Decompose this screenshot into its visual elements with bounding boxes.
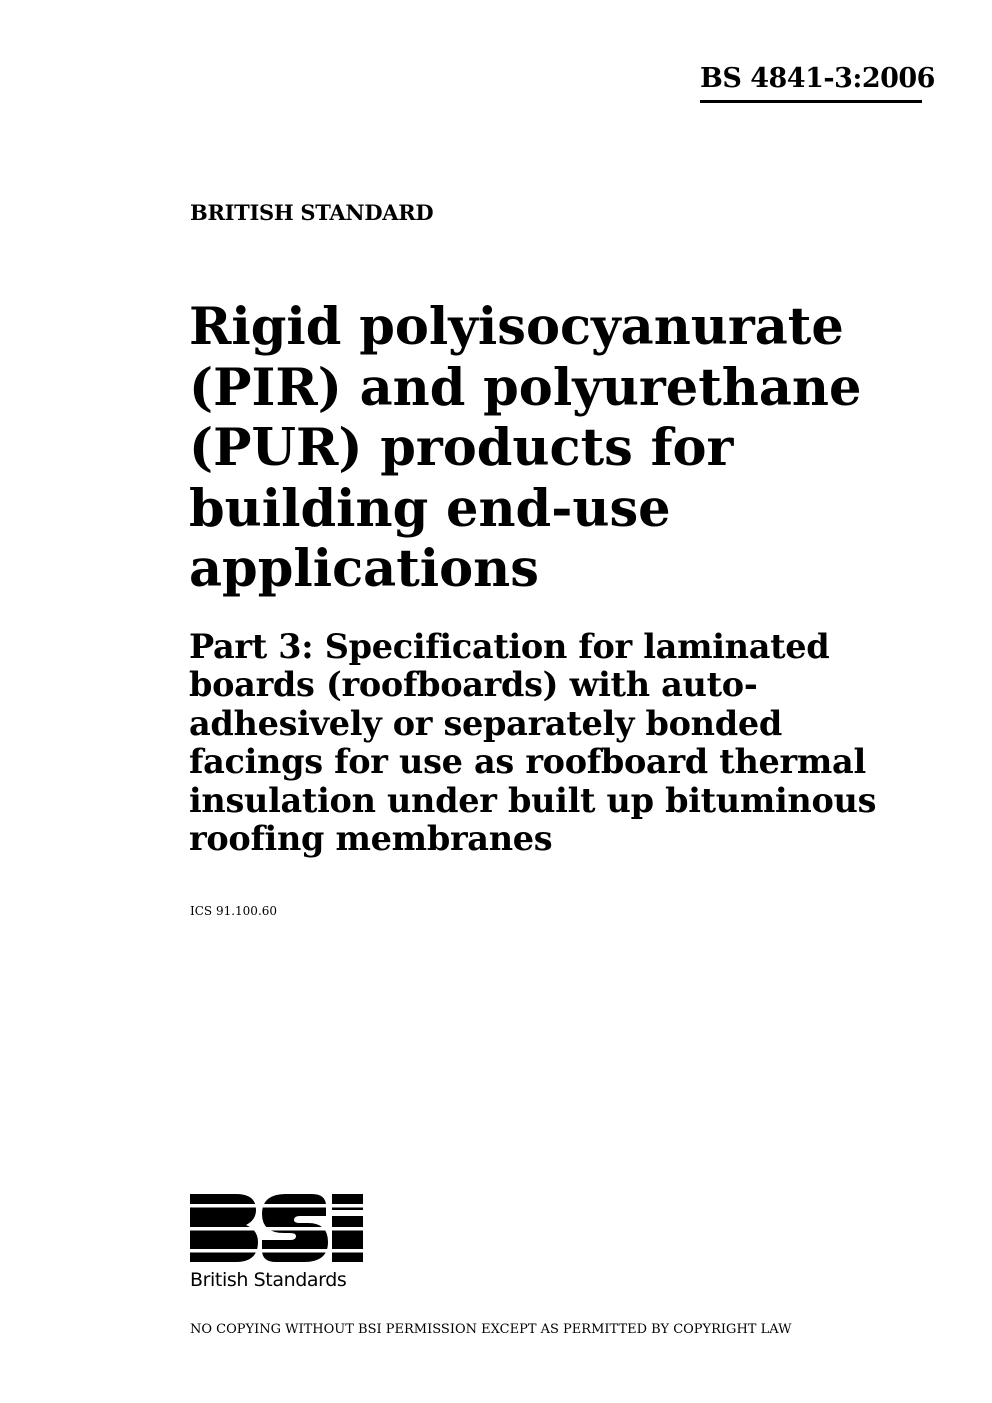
part-title xyxy=(189,628,929,858)
main-title-line: building end-use xyxy=(189,478,671,539)
main-title-line: (PUR) products for xyxy=(189,418,734,478)
part-title-line: facings for use as roofboard thermal xyxy=(189,742,866,782)
main-title-line: Rigid polyisocyanurate xyxy=(189,297,844,357)
main-title-line: applications xyxy=(189,539,539,599)
ics-code: ICS 91.100.60 xyxy=(190,904,278,918)
main-title-line: (PIR) and polyurethane xyxy=(189,357,862,418)
bsi-logo-mark xyxy=(190,1192,365,1264)
main-title xyxy=(189,297,909,600)
part-title-line: adhesively or separately bonded xyxy=(189,703,782,743)
part-title-line: insulation under built up bituminous xyxy=(189,780,877,820)
part-title-line: Part 3: Specification for laminated xyxy=(189,627,830,666)
document-type-label: BRITISH STANDARD xyxy=(190,200,434,225)
part-title-line: boards (roofboards) with auto- xyxy=(189,665,758,705)
copyright-notice: NO COPYING WITHOUT BSI PERMISSION EXCEPT AS PERMITTED BY COPYRIGHT LAW xyxy=(190,1322,792,1337)
logo-caption: British Standards xyxy=(190,1269,347,1291)
part-title-line: roofing membranes xyxy=(189,819,553,859)
standard-number: BS 4841-3:2006 xyxy=(700,62,922,103)
